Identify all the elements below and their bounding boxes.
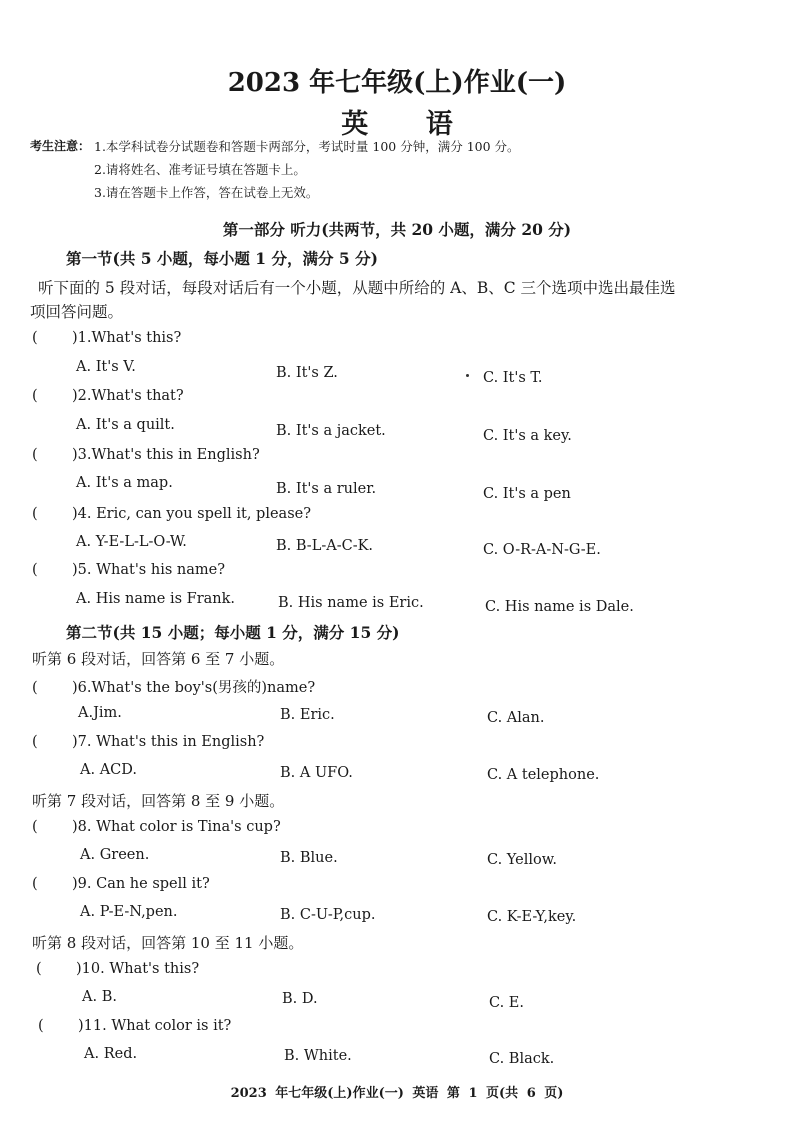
question-text: )1.What's this? [72,330,182,346]
q6-option-c: C. Alan. [487,710,545,726]
q11-option-c: C. Black. [489,1051,555,1067]
q5-option-b: B. His name is Eric. [278,595,424,611]
answer-blank[interactable]: ( [32,447,38,463]
q7-option-c: C. A telephone. [487,767,600,783]
q11-option-a: A. Red. [84,1046,138,1062]
q4-option-c: C. O-R-A-N-G-E. [483,542,601,558]
section1-instruction-2: 项回答问题。 [30,303,124,321]
notice-line-1: 1.本学科试卷分试题卷和答题卡两部分，考试时量 100 分钟，满分 100 分。 [94,139,520,154]
part1-title: 第一部分 听力(共两节，共 20 小题，满分 20 分) [222,220,572,239]
q7-option-a: A. ACD. [80,762,137,778]
q1-option-c: C. It's T. [483,370,543,386]
question-9 [32,876,210,892]
question-text: )9. Can he spell it? [72,876,210,892]
section2-title: 第二节(共 15 小题；每小题 1 分，满分 15 分) [66,623,400,642]
answer-blank[interactable]: ( [32,680,38,696]
answer-blank[interactable]: ( [32,562,38,578]
question-text: )2.What's that? [72,388,184,404]
question-text: )3.What's this in English? [72,447,260,463]
answer-blank[interactable]: ( [32,876,38,892]
answer-blank[interactable]: ( [32,330,38,346]
answer-blank[interactable]: ( [32,734,38,750]
q9-option-c: C. K-E-Y,key. [487,909,577,925]
q2-option-b: B. It's a jacket. [276,423,386,439]
question-8 [32,819,281,835]
question-10 [36,961,199,977]
section1-instruction-1: 听下面的 5 段对话，每段对话后有一个小题，从题中所给的 A、B、C 三个选项中选出最佳选 [38,279,676,297]
q8-option-a: A. Green. [80,847,150,863]
q3-option-b: B. It's a ruler. [276,481,377,497]
question-2 [32,388,184,404]
notice-label: 考生注意： [30,139,91,153]
question-7 [32,734,264,750]
question-text: )11. What color is it? [78,1018,232,1034]
answer-blank[interactable]: ( [32,506,38,522]
q1-option-b: B. It's Z. [276,365,338,381]
question-text: )10. What's this? [76,961,200,977]
question-text: )5. What's his name? [72,562,225,578]
notice-line-3: 3.请在答题卡上作答，答在试卷上无效。 [94,185,319,200]
page-title: 2023 年七年级(上)作业(一) [227,68,567,98]
question-3 [32,447,260,463]
q9-option-a: A. P-E-N,pen. [80,904,178,920]
question-text: )8. What color is Tina's cup? [72,819,281,835]
answer-blank[interactable]: ( [32,388,38,404]
question-1 [32,330,181,346]
q10-option-c: C. E. [489,995,524,1011]
question-text: )7. What's this in English? [72,734,265,750]
answer-blank[interactable]: ( [36,961,42,977]
question-text: )6.What's the boy's(男孩的)name? [72,680,316,696]
q2-option-a: A. It's a quilt. [76,417,175,433]
answer-blank[interactable]: ( [32,819,38,835]
q4-option-a: A. Y-E-L-L-O-W. [76,534,187,550]
dialogue-8-instruction: 听第 8 段对话，回答第 10 至 11 小题。 [32,934,304,952]
question-5 [32,562,225,578]
question-11 [38,1018,231,1034]
page-footer: 2023 年七年级(上)作业(一) 英语 第 1 页(共 6 页) [230,1086,564,1101]
q8-option-b: B. Blue. [280,850,338,866]
q2-option-c: C. It's a key. [483,428,572,444]
q10-option-a: A. B. [82,989,117,1005]
q1-option-a: A. It's V. [76,359,136,375]
q5-option-a: A. His name is Frank. [76,591,236,607]
q7-option-b: B. A UFO. [280,765,353,781]
q9-option-b: B. C-U-P,cup. [280,907,376,923]
q4-option-b: B. B-L-A-C-K. [276,538,374,554]
question-4 [32,506,311,522]
q10-option-b: B. D. [282,991,318,1007]
dialogue-7-instruction: 听第 7 段对话，回答第 8 至 9 小题。 [32,792,285,810]
subject-title: 英 语 [341,109,477,140]
section1-title: 第一节(共 5 小题，每小题 1 分，满分 5 分) [66,249,378,268]
question-6 [32,676,315,697]
q5-option-c: C. His name is Dale. [485,599,634,615]
q3-option-c: C. It's a pen [483,486,571,502]
dialogue-6-instruction: 听第 6 段对话，回答第 6 至 7 小题。 [32,650,285,668]
answer-blank[interactable]: ( [38,1018,44,1034]
q6-option-b: B. Eric. [280,707,335,723]
q3-option-a: A. It's a map. [76,475,173,491]
scan-speck [466,374,469,377]
q8-option-c: C. Yellow. [487,852,557,868]
q6-option-a: A.Jim. [78,705,122,721]
question-text: )4. Eric, can you spell it, please? [72,506,311,522]
notice-line-2: 2.请将姓名、准考证号填在答题卡上。 [94,162,306,177]
q11-option-b: B. White. [284,1048,352,1064]
